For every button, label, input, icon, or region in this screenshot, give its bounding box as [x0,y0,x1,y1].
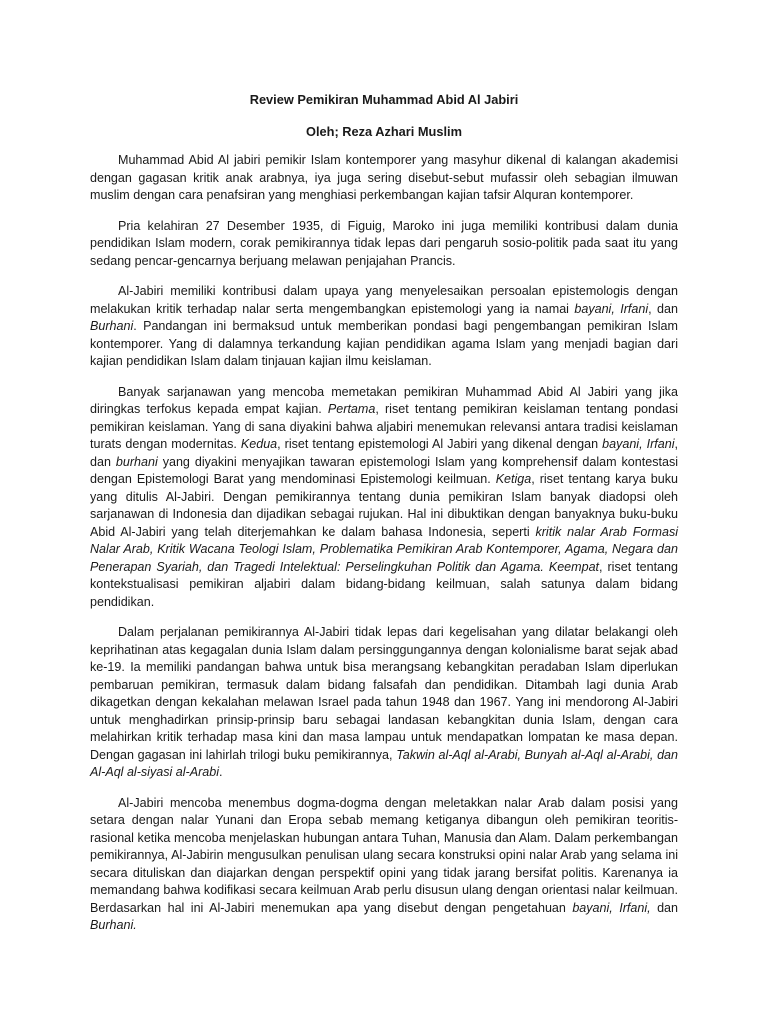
text-run: , riset tentang pemikiran keislaman tentang pondasi pemikiran keislaman. Yang di sana diyakini bahwa aljabiri menemukan relevansi antara tradisi keislaman turats dengan modernitas. [90,402,679,451]
text-run: Pria kelahiran 27 Desember 1935, di Figuig, Maroko ini juga memiliki kontribusi dalam dunia pendidikan Islam modern, corak pemikirannya tidak lepas dari pengaruh sosio-politik pada saat itu yang sedang pencar-gencarnya berjuang melawan penjajahan Prancis. [90,218,678,268]
document-page [90,91,678,948]
italic-text-run: Takwin al-Aql al-Arabi, Bunyah al-Aql al-Arabi, dan Al-Aql al-siyasi al-Arabi [90,747,678,779]
italic-text-run: Irfani [620,301,649,316]
text-run: . [219,765,223,779]
italic-text-run: Burhani [90,319,134,333]
text-run: , dan [648,301,678,316]
italic-text-run: burhani [115,454,158,469]
document-author: Oleh; Reza Azhari Muslim [306,124,462,139]
text-run: Dalam perjalanan pemikirannya Al-Jabiri tidak lepas dari kegelisahan yang dilatar belakangi oleh keprihatinan atas kegagalan dunia Islam dalam persinggungannya dengan kolonialisme barat sejak abad ke-19. Ia memiliki pandangan bahwa untuk bisa merangsang kebangkitan peradaban Islam diperlukan pembaruan pemikiran, termasuk dalam bidang falsafah dan pendidikan. Ditambah lagi dunia Arab dikagetkan dengan kekalahan melawan Israel pada tahun 1948 dan 1967. Yang ini mendorong Al-Jabiri untuk menghadirkan prinsip-prinsip baru sebagai landasan kebangkitan dunia Islam, dengan cara melahirkan kritik terhadap masa kini dan masa lampau untuk mendapatkan lompatan ke masa depan. Dengan gagasan ini lahirlah trilogi buku pemikirannya, [90,625,678,762]
body-paragraph [90,384,678,612]
italic-text-run: Burhani. [90,918,137,932]
text-run: Al-Jabiri mencoba menembus dogma-dogma dengan meletakkan nalar Arab dalam posisi yang setara dengan nalar Yunani dan Eropa sebab memang ketiganya dibangun oleh pemikiran teoritis-rasional ketika mencoba menjelaskan hubungan antara Tuhan, Manusia dan Alam. Dalam perkembangan pemikirannya, Al-Jabirin mengusulkan penulisan ulang secara konstruksi opini nalar Arab yang selama ini secara dituliskan dan diajarkan dengan perspektif opini yang tidak jarang bersifat politis. Karenanya ia memandang bahwa kodifikasi secara keilmuan Arab perlu disusun ulang dengan orientasi nalar keilmuan. Berdasarkan hal ini Al-Jabiri menemukan apa yang disebut dengan pengetahuan [90,795,678,915]
italic-text-run: bayani, [574,301,615,316]
document-body [90,152,678,935]
text-run: Muhammad Abid Al jabiri pemikir Islam kontemporer yang masyhur dikenal di kalangan akademisi dengan gagasan kritik anak arabnya, iya juga sering disebut-sebut mufassir oleh sebagian ilmuwan muslim dengan cara penafsiran yang menghiasi perkembangan kajian tafsir Alquran kontemporer. [90,153,678,202]
text-run: Banyak sarjanawan yang mencoba memetakan pemikiran Muhammad Abid Al Jabiri yang jika diringkas terfokus kepada empat kajian. [90,384,678,416]
body-paragraph [90,218,678,271]
text-run: , riset tentang epistemologi Al Jabiri yang dikenal dengan [277,437,603,451]
text-run: , riset tentang kontekstualisasi pemikiran aljabiri dalam bidang-bidang keilmuan, salah satunya dalam bidang pendidikan. [90,559,678,609]
text-run: Al-Jabiri memiliki kontribusi dalam upaya yang menyelesaikan persoalan epistemologis dengan melakukan kritik terhadap nalar serta mengembangkan epistemologi yang ia namai [90,284,678,316]
text-run: yang diyakini menyajikan tawaran epistemologi Islam yang komprehensif dalam kontestasi dengan Epistemologi Barat yang mendominasi Epistemologi keilmuan. [90,454,678,486]
text-run: , dan [90,437,678,469]
text-run: , riset tentang karya buku yang ditulis Al-Jabiri. Dengan pemikirannya tentang dunia pemikiran Islam banyak diadopsi oleh sarjanawan di Indonesia dan dijadikan sebagai rujukan. Hal ini dibuktikan dengan banyaknya buku-buku Abid Al-Jabiri yang telah diterjemahkan ke dalam bahasa Indonesia, seperti [90,472,678,539]
italic-text-run: bayani, Irfani [602,437,675,451]
body-paragraph [90,624,678,782]
italic-text-run: Ketiga [495,472,532,486]
body-paragraph [90,283,678,371]
italic-text-run: kritik nalar Arab Formasi Nalar Arab, Kritik Wacana Teologi Islam, Problematika Pemikiran Arab Kontemporer, Agama, Negara dan Penerapan Syariah, dan Tragedi Intelektual: Perselingkuhan Politik dan Agama. Keempat [90,524,679,574]
text-run: dan [650,900,679,915]
document-title: Review Pemikiran Muhammad Abid Al Jabiri [249,92,519,107]
body-paragraph [90,152,678,205]
italic-text-run: Kedua [240,437,278,451]
text-run: . Pandangan ini bermaksud untuk memberikan pondasi bagi pengembangan pemikiran Islam kontemporer. Yang di dalamnya terkandung kajian pendidikan agama Islam yang menjadi bagian dari kajian pendidikan Islam dalam tinjauan kajian ilmu keislaman. [90,319,678,368]
italic-text-run: Pertama [327,402,376,416]
body-paragraph [90,795,678,935]
italic-text-run: bayani, Irfani, [572,900,651,915]
